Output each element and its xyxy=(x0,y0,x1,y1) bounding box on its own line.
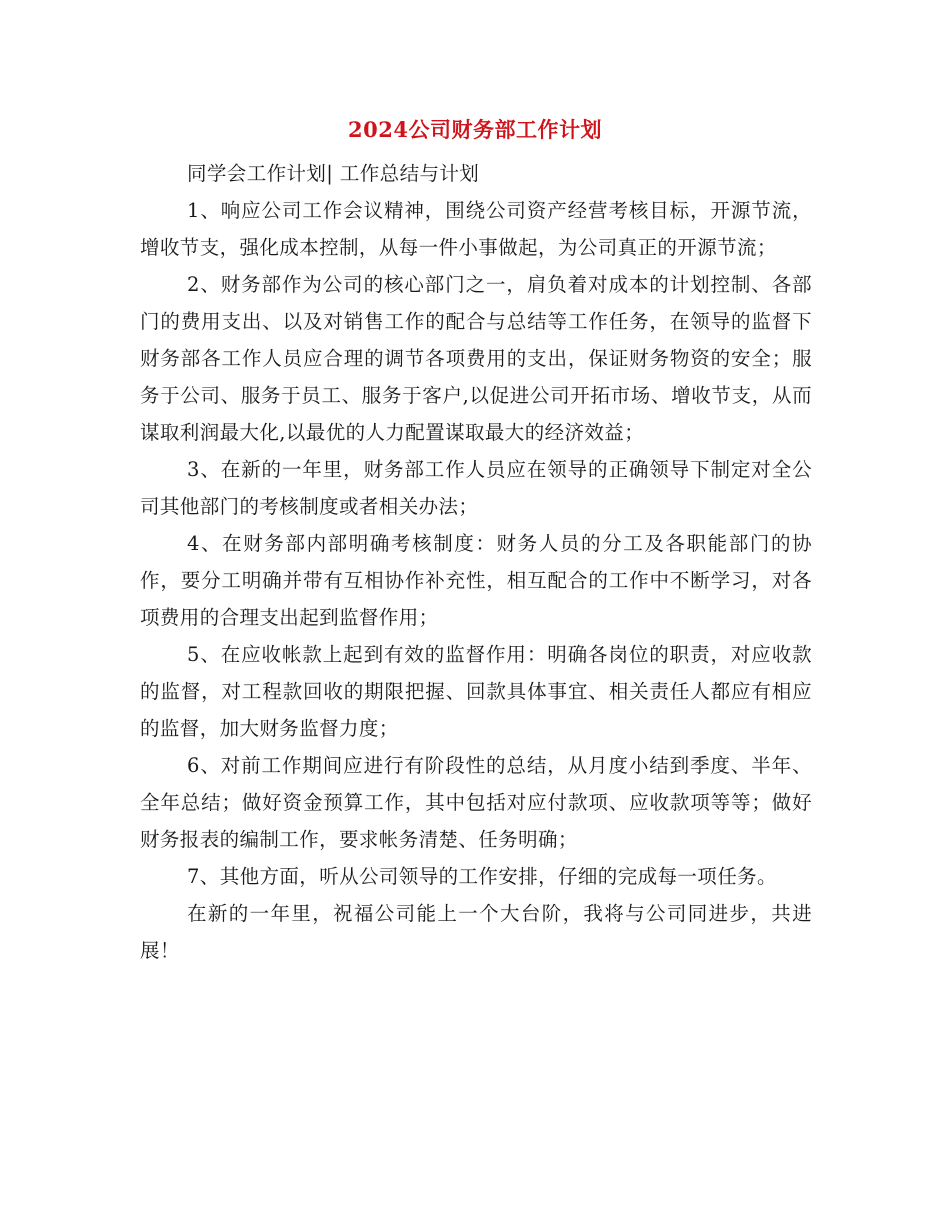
paragraph-7: 7、其他方面，听从公司领导的工作安排，仔细的完成每一项任务。 xyxy=(187,865,777,888)
paragraph-1: 1、响应公司工作会议精神，围绕公司资产经营考核目标，开源节流，增收节支，强化成本控制，从每一件小事做起，为公司真正的开源节流； xyxy=(140,199,812,259)
closing-paragraph: 在新的一年里，祝福公司能上一个大台阶，我将与公司同进步，共进展！ xyxy=(140,902,812,962)
document-title: 2024公司财务部工作计划 xyxy=(348,117,602,142)
paragraph-6: 6、对前工作期间应进行有阶段性的总结，从月度小结到季度、半年、全年总结；做好资金预算工作，其中包括对应付款项、应收款项等等；做好财务报表的编制工作，要求帐务清楚、任务明确； xyxy=(140,754,812,851)
paragraph-2: 2、财务部作为公司的核心部门之一，肩负着对成本的计划控制、各部门的费用支出、以及对销售工作的配合与总结等工作任务，在领导的监督下财务部各工作人员应合理的调节各项费用的支出，保证财务物资的安全；服务于公司、服务于员工、服务于客户,以促进公司开拓市场、增收节支，从而谋取利润最大化,以最优的人力配置谋取最大的经济效益； xyxy=(140,273,812,444)
document-body xyxy=(140,155,812,969)
paragraph-4: 4、在财务部内部明确考核制度：财务人员的分工及各职能部门的协作，要分工明确并带有互相协作补充性，相互配合的工作中不断学习，对各项费用的合理支出起到监督作用； xyxy=(140,532,812,629)
subtitle-line: 同学会工作计划| 工作总结与计划 xyxy=(187,162,480,185)
paragraph-3: 3、在新的一年里，财务部工作人员应在领导的正确领导下制定对全公司其他部门的考核制度或者相关办法； xyxy=(140,458,812,518)
paragraph-5: 5、在应收帐款上起到有效的监督作用：明确各岗位的职责，对应收款的监督，对工程款回收的期限把握、回款具体事宜、相关责任人都应有相应的监督，加大财务监督力度； xyxy=(140,643,812,740)
